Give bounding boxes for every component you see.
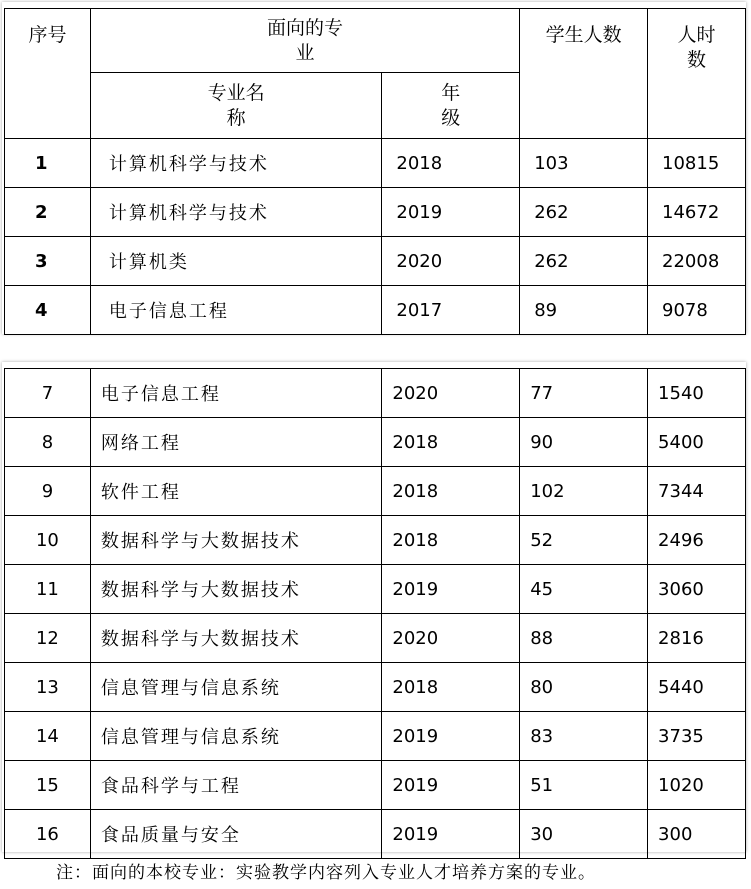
cell-index: 2 (5, 188, 91, 237)
cell-major: 计算机科学与技术 (90, 139, 381, 188)
cell-students: 45 (520, 565, 648, 614)
cell-major: 数据科学与大数据技术 (90, 516, 382, 565)
cell-major: 软件工程 (90, 467, 382, 516)
header-students-label: 学生人数 (545, 24, 622, 46)
cell-hours: 5400 (648, 418, 746, 467)
cell-year: 2018 (382, 139, 520, 188)
table-panel-bottom (2, 362, 746, 852)
header-major-name-line1: 专业名 (207, 81, 265, 104)
cell-index: 12 (5, 614, 91, 663)
cell-students: 51 (520, 761, 648, 810)
cell-index: 9 (5, 467, 91, 516)
cell-students: 52 (520, 516, 648, 565)
cell-major: 信息管理与信息系统 (90, 712, 382, 761)
table-row (5, 369, 746, 418)
cell-hours: 300 (648, 810, 746, 859)
table-row (5, 139, 746, 188)
cell-students: 262 (520, 188, 648, 237)
table-row (5, 188, 746, 237)
cell-year: 2019 (382, 188, 520, 237)
cell-hours: 3735 (648, 712, 746, 761)
cell-major: 数据科学与大数据技术 (90, 614, 382, 663)
cell-year: 2020 (382, 369, 520, 418)
cell-students: 88 (520, 614, 648, 663)
cell-hours: 1540 (648, 369, 746, 418)
cell-major: 计算机科学与技术 (90, 188, 381, 237)
cell-year: 2019 (382, 712, 520, 761)
cell-year: 2019 (382, 810, 520, 859)
header-target-major (90, 9, 519, 73)
cell-students: 103 (520, 139, 648, 188)
cell-index: 16 (5, 810, 91, 859)
header-grade (382, 73, 520, 139)
table-row (5, 712, 746, 761)
cell-hours: 7344 (648, 467, 746, 516)
cell-hours: 1020 (648, 761, 746, 810)
table-row (5, 467, 746, 516)
header-major-name-line2: 称 (226, 106, 246, 129)
cell-students: 77 (520, 369, 648, 418)
footnote: 注：面向的本校专业：实验教学内容列入专业人才培养方案的专业。 (56, 863, 596, 883)
header-hours (648, 9, 746, 139)
cell-major: 食品科学与工程 (90, 761, 382, 810)
cell-students: 89 (520, 286, 648, 335)
cell-students: 90 (520, 418, 648, 467)
cell-year: 2018 (382, 467, 520, 516)
cell-index: 11 (5, 565, 91, 614)
cell-major: 食品质量与安全 (90, 810, 382, 859)
cell-index: 1 (5, 139, 91, 188)
cell-major: 电子信息工程 (90, 369, 382, 418)
header-index (5, 9, 91, 139)
cell-students: 83 (520, 712, 648, 761)
cell-year: 2019 (382, 761, 520, 810)
cell-index: 7 (5, 369, 91, 418)
table-row (5, 810, 746, 859)
cell-index: 10 (5, 516, 91, 565)
cell-index: 15 (5, 761, 91, 810)
cell-year: 2018 (382, 663, 520, 712)
course-table-bottom (4, 368, 746, 859)
cell-hours: 9078 (648, 286, 746, 335)
cell-year: 2019 (382, 565, 520, 614)
cell-index: 13 (5, 663, 91, 712)
header-major-name (90, 73, 381, 139)
table-row (5, 565, 746, 614)
cell-year: 2020 (382, 237, 520, 286)
header-grade-line2: 级 (441, 106, 461, 129)
cell-students: 262 (520, 237, 648, 286)
cell-major: 信息管理与信息系统 (90, 663, 382, 712)
cell-hours: 5440 (648, 663, 746, 712)
header-students (520, 9, 648, 139)
table-row (5, 614, 746, 663)
table-row (5, 418, 746, 467)
header-hours-line1: 人时 (677, 24, 716, 46)
cell-hours: 2496 (648, 516, 746, 565)
table-row (5, 286, 746, 335)
table-row (5, 516, 746, 565)
cell-hours: 22008 (648, 237, 746, 286)
cell-index: 3 (5, 237, 91, 286)
header-target-major-line2: 业 (295, 41, 315, 64)
table-row (5, 761, 746, 810)
cell-hours: 14672 (648, 188, 746, 237)
cell-students: 102 (520, 467, 648, 516)
cell-index: 4 (5, 286, 91, 335)
cell-major: 网络工程 (90, 418, 382, 467)
cell-hours: 10815 (648, 139, 746, 188)
cell-year: 2018 (382, 516, 520, 565)
table-row (5, 663, 746, 712)
cell-major: 数据科学与大数据技术 (90, 565, 382, 614)
header-index-label: 序号 (28, 24, 67, 46)
header-hours-line2: 数 (687, 49, 707, 71)
cell-index: 8 (5, 418, 91, 467)
cell-year: 2020 (382, 614, 520, 663)
cell-major: 计算机类 (90, 237, 381, 286)
table-panel-top (2, 2, 746, 334)
cell-hours: 2816 (648, 614, 746, 663)
cell-hours: 3060 (648, 565, 746, 614)
cell-year: 2018 (382, 418, 520, 467)
cell-major: 电子信息工程 (90, 286, 381, 335)
cell-index: 14 (5, 712, 91, 761)
table-row (5, 237, 746, 286)
cell-students: 30 (520, 810, 648, 859)
cell-students: 80 (520, 663, 648, 712)
course-table-top (4, 8, 746, 335)
header-grade-line1: 年 (441, 81, 461, 104)
header-target-major-line1: 面向的专 (267, 16, 344, 39)
cell-year: 2017 (382, 286, 520, 335)
